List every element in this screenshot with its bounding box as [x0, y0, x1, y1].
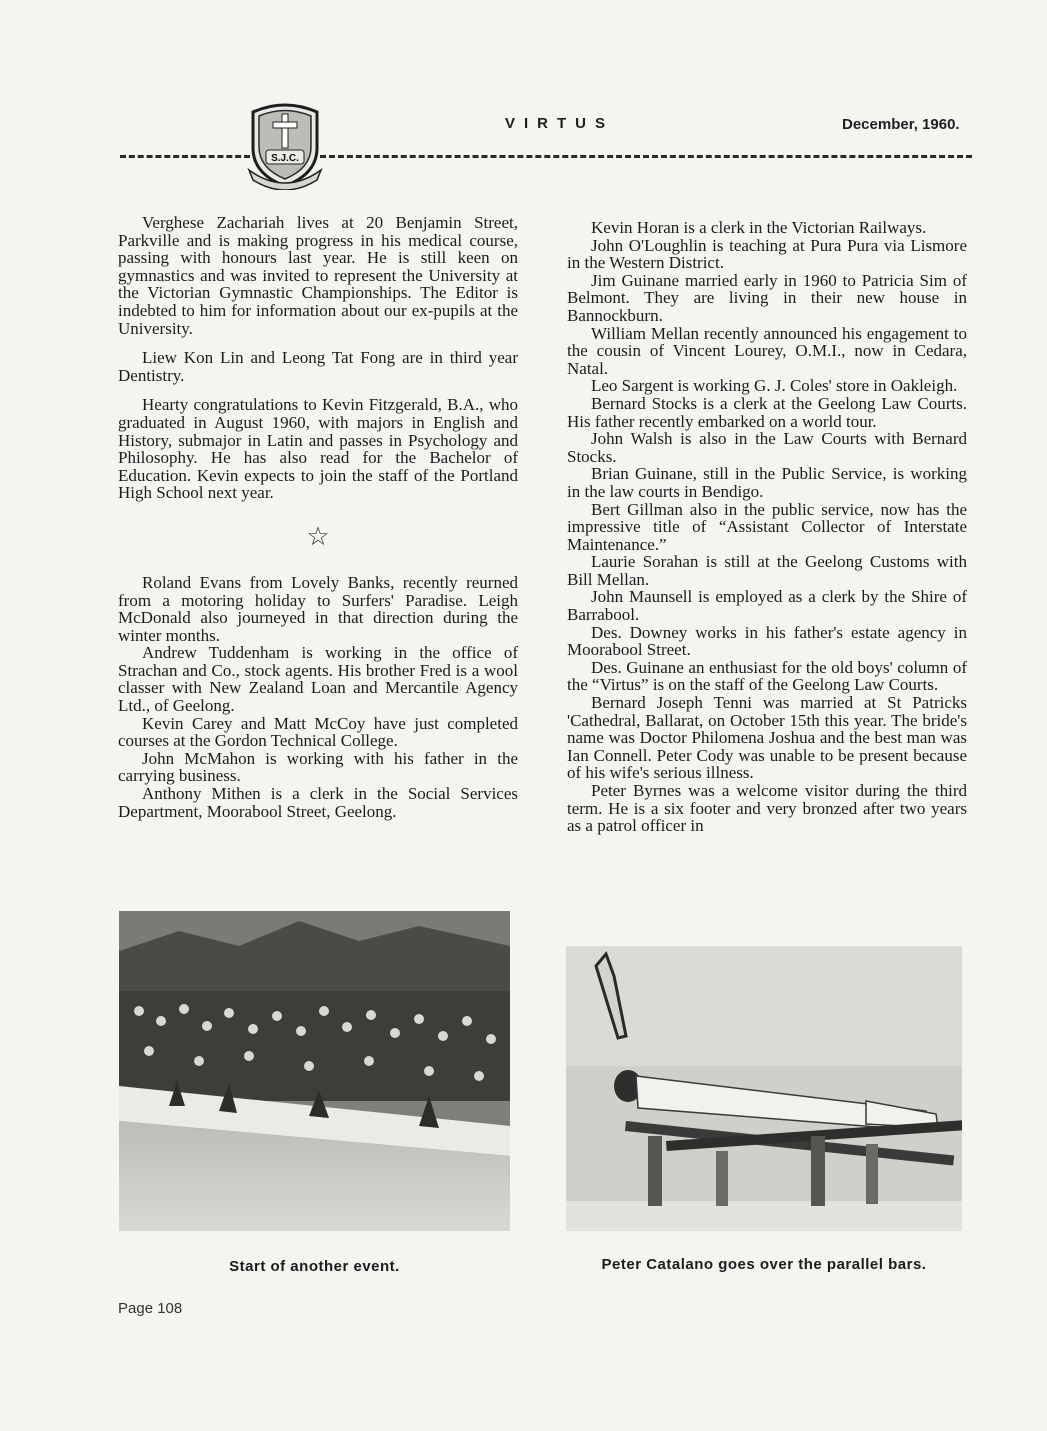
paragraph: Liew Kon Lin and Leong Tat Fong are in third year Dentistry. — [118, 348, 518, 385]
paragraph: Kevin Carey and Matt McCoy have just completed courses at the Gordon Technical College. — [118, 713, 518, 751]
photo-caption-left: Start of another event. — [229, 1258, 400, 1275]
paragraph: John O'Loughlin is teaching at Pura Pura via Lismore in the Western District. — [567, 235, 967, 273]
paragraph: Hearty congratulations to Kevin Fitzgerald, B.A., who graduated in August 1960, with majors in English and History, submajor in Latin and passes in Psychology and Philosophy. He has also read for the Bachelor of Education. Kevin expects to join the staff of the Portland High School next year. — [118, 395, 518, 503]
header-rule-left — [120, 155, 250, 158]
paragraph: Laurie Sorahan is still at the Geelong Customs with Bill Mellan. — [567, 552, 967, 589]
paragraph: Bernard Joseph Tenni was married at St Patricks 'Cathedral, Ballarat, on October 15th this year. The bride's name was Doctor Philomena Joshua and the best man was Ian Connell. Peter Cody was unable to be present because of his wife's serious illness. — [567, 693, 967, 783]
paragraph: Bert Gillman also in the public service, now has the impressive title of “Assistant Collector of Interstate Maintenance.” — [567, 499, 967, 554]
paragraph: Bernard Stocks is a clerk at the Geelong Law Courts. His father recently embarked on a world tour. — [567, 393, 967, 431]
paragraph: Peter Byrnes was a welcome visitor during the third term. He is a six footer and very bronzed after two years as a patrol officer in — [567, 781, 967, 836]
issue-date: December, 1960. — [842, 116, 960, 133]
paragraph: Des. Guinane an enthusiast for the old boys' column of the “Virtus” is on the staff of the Geelong Law Courts. — [567, 657, 967, 695]
school-crest-icon — [247, 100, 323, 190]
paragraph: Roland Evans from Lovely Banks, recently reurned from a motoring holiday to Surfers' Paradise. Leigh McDonald also journeyed in that direction during the winter months. — [118, 572, 518, 645]
right-column — [567, 219, 967, 835]
paragraph: Jim Guinane married early in 1960 to Patricia Sim of Belmont. They are living in their new house in Bannockburn. — [567, 270, 967, 325]
swimming-event-photo — [119, 911, 510, 1231]
star-icon: ☆ — [306, 521, 330, 551]
page-number: Page 108 — [118, 1300, 183, 1317]
paragraph: John McMahon is working with his father in the carrying business. — [118, 748, 518, 786]
paragraph: Des. Downey works in his father's estate agency in Moorabool Street. — [567, 622, 967, 660]
paragraph: Anthony Mithen is a clerk in the Social Services Department, Moorabool Street, Geelong. — [118, 784, 518, 821]
parallel-bars-photo — [566, 946, 962, 1231]
masthead-title: VIRTUS — [505, 115, 615, 132]
paragraph: Kevin Horan is a clerk in the Victorian Railways. — [591, 218, 927, 237]
paragraph: Andrew Tuddenham is working in the office of Strachan and Co., stock agents. His brother Fred is a wool classer with New Zealand Loan and Mercantile Agency Ltd., of Geelong. — [118, 643, 518, 716]
paragraph: Verghese Zachariah lives at 20 Benjamin Street, Parkville and is making progress in his medical course, passing with honours last year. He is still keen on gymnastics and was invited to represent the University at the Victorian Gymnastic Championships. The Editor is indebted to him for information about our ex-pupils at the University. — [118, 213, 518, 338]
photo-caption-right: Peter Catalano goes over the parallel bars. — [601, 1256, 927, 1273]
crest-text: S.J.C. — [271, 153, 299, 164]
paragraph: Leo Sargent is working G. J. Coles' store in Oakleigh. — [591, 376, 958, 396]
page-header — [0, 100, 1047, 200]
paragraph: Brian Guinane, still in the Public Service, is working in the law courts in Bendigo. — [567, 464, 967, 501]
paragraph: John Maunsell is employed as a clerk by the Shire of Barrabool. — [567, 587, 967, 625]
paragraph: John Walsh is also in the Law Courts with Bernard Stocks. — [567, 429, 967, 466]
paragraph: William Mellan recently announced his engagement to the cousin of Vincent Lourey, O.M.I., now in Cedara, Natal. — [567, 323, 967, 378]
header-rule-right — [320, 155, 972, 158]
left-column — [118, 214, 518, 820]
